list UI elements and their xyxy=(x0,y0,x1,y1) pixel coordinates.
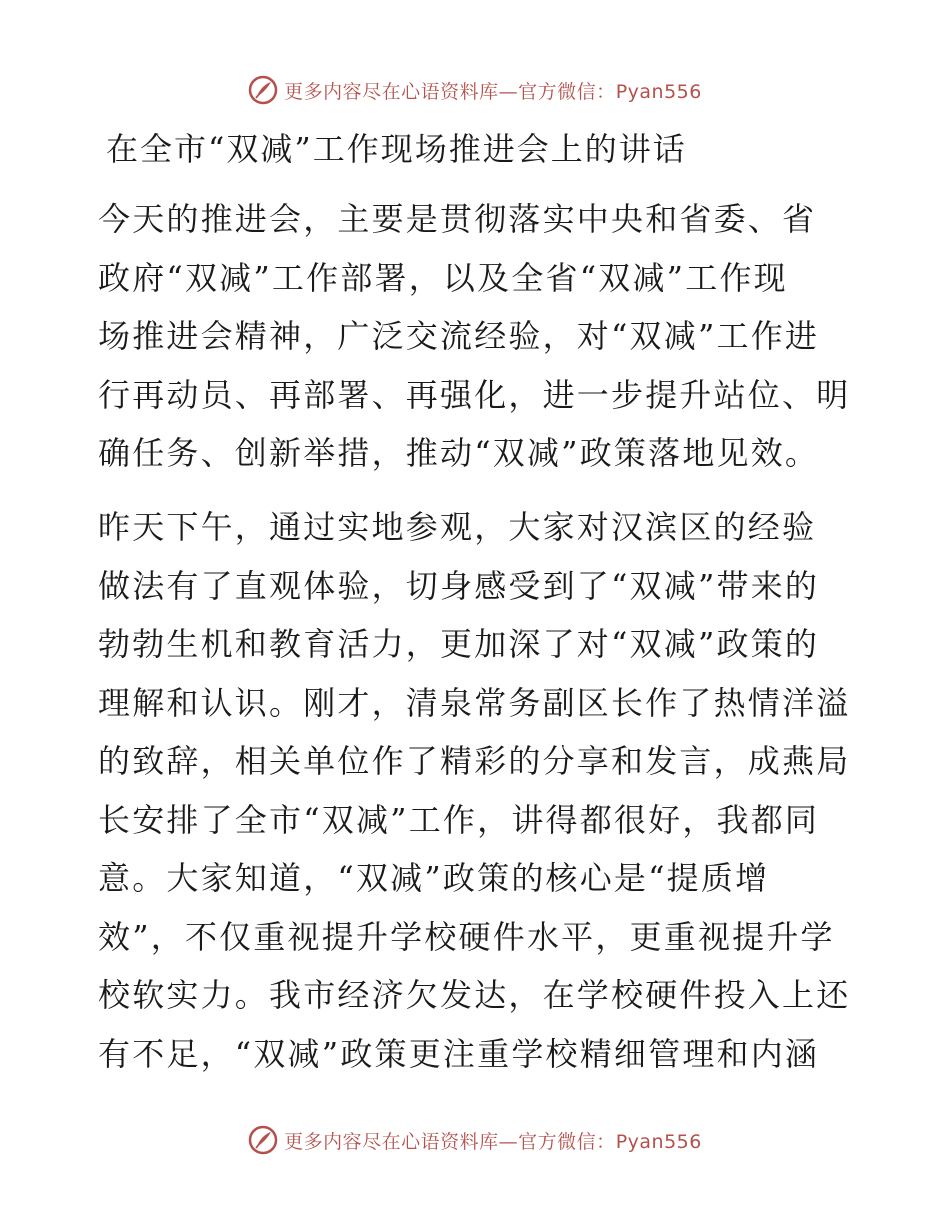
paragraph-line: 的致辞，相关单位作了精彩的分享和发言，成燕局 xyxy=(98,742,851,780)
quill-logo-icon xyxy=(248,75,278,105)
banner-wechat-id: Pyan556 xyxy=(615,1130,702,1153)
paragraph-line: 长安排了全市“双减”工作，讲得都很好，我都同 xyxy=(98,800,820,839)
banner-separator: — xyxy=(498,80,519,103)
paragraph-line: 做法有了直观体验，切身感受到了“双减”带来的 xyxy=(98,566,820,605)
header-banner xyxy=(0,72,950,108)
quill-logo-icon xyxy=(248,1125,278,1155)
paragraph-2 xyxy=(98,498,850,1083)
document-title: 在全市“双减”工作现场推进会上的讲话 xyxy=(106,130,687,168)
banner-text xyxy=(284,1127,702,1154)
paragraph-line: 校软实力。我市经济欠发达，在学校硬件投入上还 xyxy=(98,976,851,1014)
banner-text xyxy=(284,77,702,104)
paragraph-line: 效”，不仅重视提升学校硬件水平，更重视提升学 xyxy=(98,917,835,956)
paragraph-line: 场推进会精神，广泛交流经验，对“双减”工作进 xyxy=(98,317,820,355)
paragraph-1 xyxy=(98,190,850,483)
paragraph-line: 行再动员、再部署、再强化，进一步提升站位、明 xyxy=(98,375,851,414)
paragraph-line: 有不足，“双减”政策更注重学校精细管理和内涵 xyxy=(98,1034,820,1073)
footer-banner xyxy=(0,1122,950,1158)
banner-site-text: 更多内容尽在心语资料库 xyxy=(284,80,499,103)
banner-wechat-label: 官方微信： xyxy=(518,80,616,103)
paragraph-line: 确任务、创新举措，推动“双减”政策落地见效。 xyxy=(98,434,820,472)
paragraph-line: 政府“双减”工作部署，以及全省“双减”工作现 xyxy=(98,258,788,297)
banner-site-text: 更多内容尽在心语资料库 xyxy=(284,1130,499,1153)
banner-wechat-id: Pyan556 xyxy=(615,80,702,103)
paragraph-line: 昨天下午，通过实地参观，大家对汉滨区的经验 xyxy=(98,508,817,546)
paragraph-line: 理解和认识。刚才，清泉常务副区长作了热情洋溢 xyxy=(98,683,851,722)
banner-wechat-label: 官方微信： xyxy=(518,1130,616,1153)
banner-separator: — xyxy=(498,1130,519,1153)
paragraph-line: 勃勃生机和教育活力，更加深了对“双减”政策的 xyxy=(98,625,820,663)
paragraph-line: 意。大家知道，“双减”政策的核心是“提质增 xyxy=(98,859,770,897)
paragraph-line: 今天的推进会，主要是贯彻落实中央和省委、省 xyxy=(98,200,817,238)
